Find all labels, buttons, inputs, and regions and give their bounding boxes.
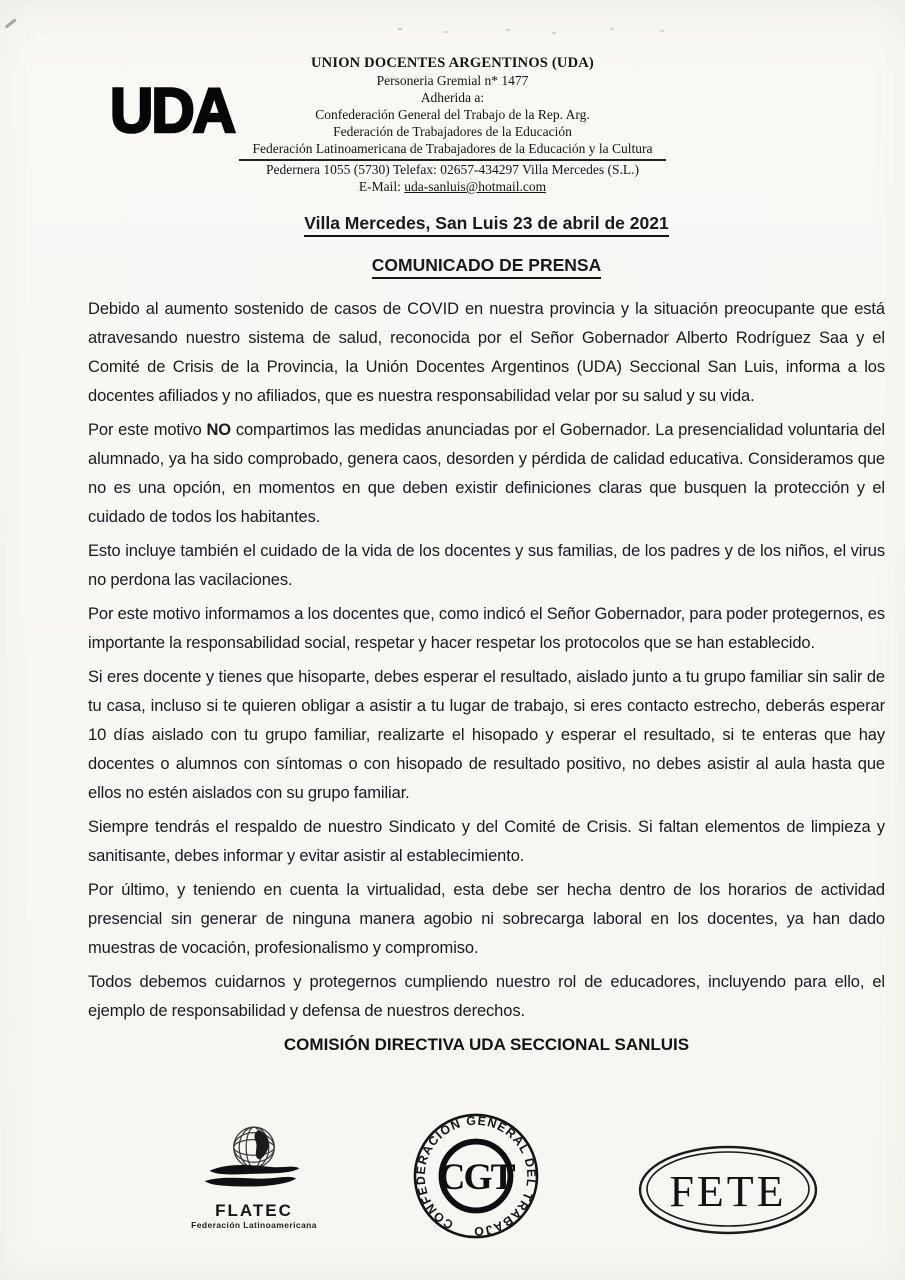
adherida-line: Adherida a: bbox=[420, 90, 485, 105]
flatec-globe-hands-icon bbox=[179, 1124, 329, 1202]
dateline-text: Villa Mercedes, San Luis 23 de abril de 2021 bbox=[304, 213, 668, 237]
flatec-subtitle: Federación Latinoamericana bbox=[191, 1220, 317, 1230]
email-label: E-Mail: bbox=[358, 179, 405, 194]
letterhead bbox=[0, 55, 905, 195]
flatec-acronym: FLATEC bbox=[215, 1201, 293, 1220]
affiliation-flatec bbox=[0, 140, 905, 161]
paragraph-8: Todos debemos cuidarnos y protegernos cumpliendo nuestro rol de educadores, incluyendo para ello, el ejemplo de responsabilidad y defensa de nuestros derechos. bbox=[88, 973, 885, 1020]
scan-smudge bbox=[398, 28, 402, 30]
paragraph-6: Siempre tendrás el respaldo de nuestro Sindicato y del Comité de Crisis. Si faltan elementos de limpieza y sanitisante, debes informar y evitar asistir al establecimiento. bbox=[88, 818, 885, 865]
cgt-seal-icon bbox=[412, 1112, 540, 1240]
document-body bbox=[88, 213, 885, 1055]
org-name: UNION DOCENTES ARGENTINOS (UDA) bbox=[311, 55, 594, 71]
fete-logo-icon bbox=[636, 1143, 820, 1237]
email-line bbox=[0, 178, 905, 195]
paragraph-5: Si eres docente y tienes que hisoparte, debes esperar el resultado, aislado junto a tu grupo familiar sin salir de tu casa, incluso si te quieren obligar a asistir a tu lugar de trabajo, si eres contacto estrecho, deberás esperar 10 días aislado con tu grupo familiar, realizarte el hisopado y esperar el resultado, si te enteras que hay docentes o alumnos con síntomas o con hisopado de resultado positivo, no debes asistir al aula hasta que ellos no estén aislados con su grupo familiar. bbox=[88, 668, 885, 802]
document-title bbox=[88, 255, 885, 279]
paragraph-7: Por último, y teniendo en cuenta la virtualidad, esta debe ser hecha dentro de los horarios de actividad presencial sin generar de ninguna manera agobio ni sobrecarga laboral en los docentes, ya han dado muestras de vocación, profesionalismo y compromiso. bbox=[88, 881, 885, 957]
paragraph-2-pre: Por este motivo bbox=[88, 421, 207, 439]
paragraph-2 bbox=[88, 416, 885, 532]
dateline bbox=[88, 213, 885, 237]
paragraph-2-emphasis-no: NO bbox=[206, 421, 232, 439]
paragraph-2-post: compartimos las medidas anunciadas por el Gobernador. La presencialidad voluntaria del alumnado, ya ha sido comprobado, genera caos, desorden y pérdida de calidad educativa. Consideramos que no es una opción, en momentos en que deben existir definiciones claras que busquen la protección y el cuidado de todos los habitantes. bbox=[88, 421, 885, 526]
paragraph-1: Debido al aumento sostenido de casos de COVID en nuestra provincia y la situación preocupante que está atravesando nuestro sistema de salud, reconocida por el Señor Gobernador Alberto Rodríguez Saa y el Comité de Crisis de la Provincia, la Unión Docentes Argentinos (UDA) Seccional San Luis, informa a los docentes afiliados y no afiliados, que es nuestra responsabilidad velar por su salud y su vida. bbox=[88, 300, 885, 405]
paragraph-4: Por este motivo informamos a los docentes que, como indicó el Señor Gobernador, para poder protegernos, es importante la responsabilidad social, respetar y hacer respetar los protocolos que se han establecido. bbox=[88, 605, 885, 652]
flatec-logo bbox=[176, 1124, 332, 1231]
affiliation-fte: Federación de Trabajadores de la Educación bbox=[333, 124, 572, 139]
fete-acronym: FETE bbox=[669, 1167, 787, 1216]
signature-line: COMISIÓN DIRECTIVA UDA SECCIONAL SANLUIS bbox=[283, 1035, 690, 1054]
cgt-ring-text: CONFEDERACION GENERAL DEL TRABAJO bbox=[413, 1113, 539, 1239]
affiliation-cgt: Confederación General del Trabajo de la Rep. Arg. bbox=[315, 107, 590, 122]
registry-line: Personeria Gremial n* 1477 bbox=[376, 73, 529, 88]
affiliation-flatec-text: Federación Latinoamericana de Trabajadores de la Educación y la Cultura bbox=[239, 140, 667, 161]
cgt-acronym: CGT bbox=[438, 1156, 514, 1198]
document-title-text: COMUNICADO DE PRENSA bbox=[372, 255, 601, 279]
paragraph-3: Esto incluye también el cuidado de la vida de los docentes y sus familias, de los padres y de los niños, el virus no perdona las vacilaciones. bbox=[88, 542, 885, 589]
scan-pen-mark bbox=[5, 18, 17, 28]
uda-logo: UDA bbox=[110, 75, 234, 146]
email-address[interactable]: uda-sanluis@hotmail.com bbox=[404, 179, 547, 194]
address-line: Pedernera 1055 (5730) Telefax: 02657-434297 Villa Mercedes (S.L.) bbox=[265, 162, 640, 177]
